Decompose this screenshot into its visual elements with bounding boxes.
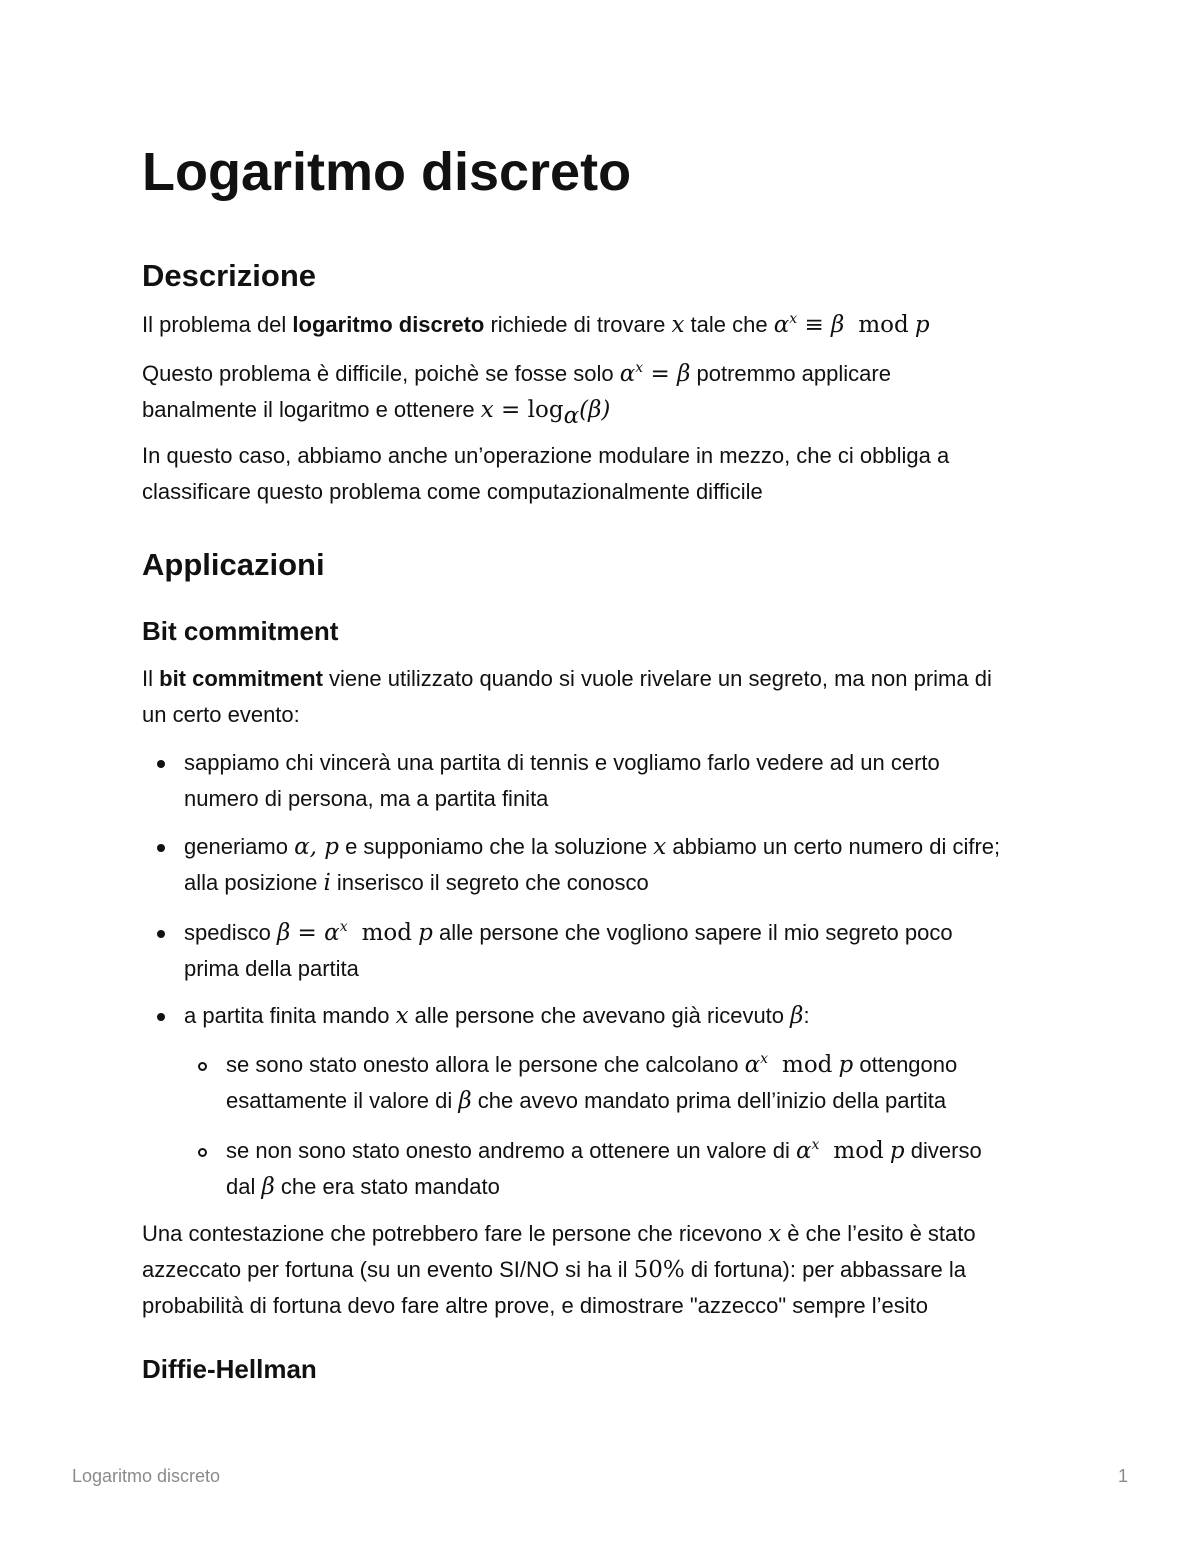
paragraph-modular: In questo caso, abbiamo anche un’operazione modulare in mezzo, che ci obbliga a classificare questo problema come computazionalmente difficile — [142, 443, 950, 504]
math-log: log — [527, 397, 564, 423]
bullet-icon — [157, 844, 165, 852]
bold-term-logaritmo-discreto: logaritmo discreto — [292, 312, 485, 337]
bullet-icon — [157, 930, 165, 938]
sub-list-item: se sono stato onesto allora le persone che calcolano $\alpha^x$ mod p ottengono esattamente il valore di β che avevo mandato prima dell’inizio della partita — [226, 1051, 958, 1114]
sub-list-item: se non sono stato onesto andremo a ottenere un valore di $\alpha^x$ mod p diverso dal β che era stato mandato — [226, 1137, 982, 1200]
footer-page-number: 1 — [1117, 1466, 1128, 1486]
heading-bit-commitment: Bit commitment — [142, 616, 339, 646]
math-x: x — [671, 312, 685, 338]
paragraph-bit-commitment-intro: Il bit commitment viene utilizzato quando si vuole rivelare un segreto, ma non prima di un certo evento: — [142, 666, 992, 727]
math-equiv-beta: ≡ β — [797, 312, 845, 338]
paragraph-definition: Il problema del logaritmo discreto richiede di trovare x tale che $\alpha^x \equiv \beta$ mod p — [142, 311, 930, 338]
math-alpha: α — [773, 312, 790, 338]
heading-diffie-hellman: Diffie-Hellman — [142, 1354, 317, 1384]
page-title: Logaritmo discreto — [142, 142, 632, 202]
footer-document-title: Logaritmo discreto — [72, 1466, 221, 1486]
heading-descrizione: Descrizione — [142, 258, 317, 293]
list-item: a partita finita mando x alle persone che avevano già ricevuto β: — [184, 1003, 810, 1029]
paragraph-difficulty: Questo problema è difficile, poichè se fosse solo $\alpha^x = \beta$ potremmo applicare banalmente il logaritmo e ottenere $x = \log_\alpha(\beta)$ — [142, 360, 891, 429]
ring-bullet-icon — [198, 1062, 207, 1071]
paragraph-contestazione: Una contestazione che potrebbero fare le persone che ricevono x è che l’esito è stato azzeccato per fortuna (su un evento SI/NO si ha il 50% di fortuna): per abbassare la probabilità di fortuna devo fare altre prove, e dimostrare "azzecco" sempre l’esito — [142, 1221, 976, 1318]
bold-term-bit-commitment: bit commitment — [159, 666, 323, 691]
list-item: generiamo α, p e supponiamo che la soluzione x abbiamo un certo numero di cifre; alla posizione i inserisco il segreto che conosco — [184, 834, 1001, 896]
math-mod: mod — [858, 312, 909, 338]
bullet-icon — [157, 760, 165, 768]
bullet-icon — [157, 1013, 165, 1021]
ring-bullet-icon — [198, 1148, 207, 1157]
math-p: p — [914, 312, 930, 338]
list-item: sappiamo chi vincerà una partita di tennis e vogliamo farlo vedere ad un certo numero di persona, ma a partita finita — [184, 750, 940, 811]
list-item: spedisco $\beta = \alpha^x$ mod p alle persone che vogliono sapere il mio segreto poco prima della partita — [184, 919, 953, 981]
heading-applicazioni: Applicazioni — [142, 547, 325, 582]
